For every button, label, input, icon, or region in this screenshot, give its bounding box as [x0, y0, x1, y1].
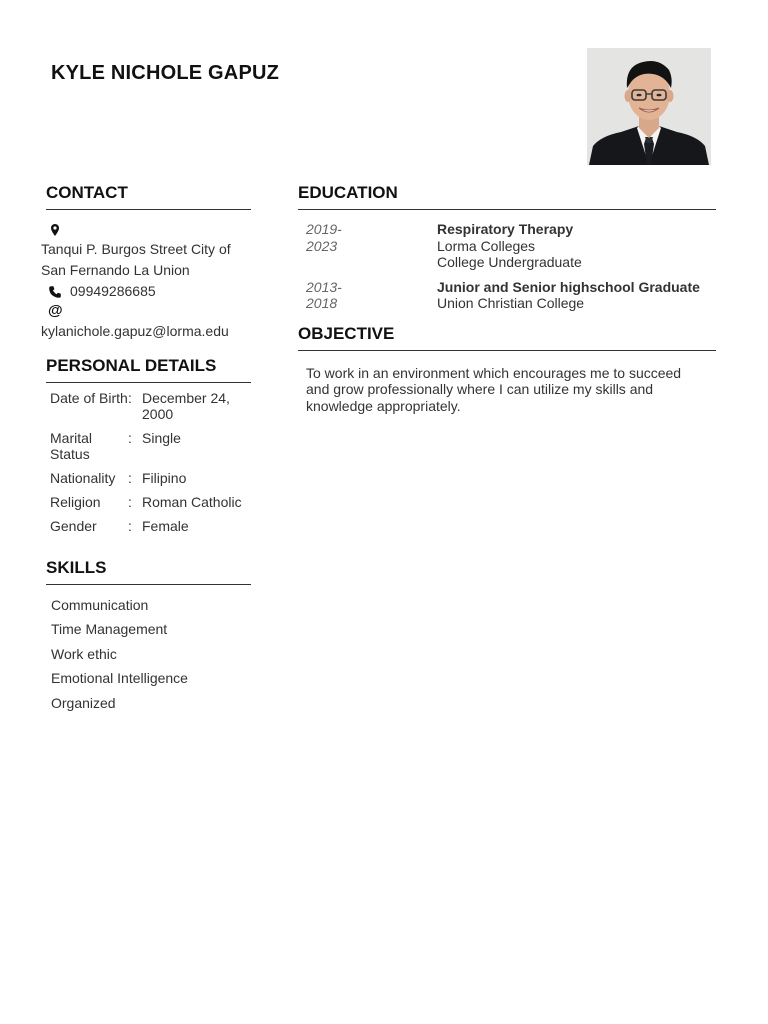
personal-row	[46, 470, 251, 494]
skill-item: Work ethic	[51, 645, 117, 662]
personal-row	[46, 390, 251, 430]
education-section	[298, 183, 716, 312]
personal-value: December 24, 2000	[142, 390, 230, 422]
personal-separator: :	[128, 390, 132, 406]
personal-value: Roman Catholic	[142, 494, 242, 510]
contact-address: Tanqui P. Burgos Street City of San Fernando La Union	[41, 241, 231, 278]
personal-label: Religion	[50, 494, 101, 510]
personal-details-heading: PERSONAL DETAILS	[46, 356, 251, 383]
contact-heading: CONTACT	[46, 183, 251, 210]
education-degree: Junior and Senior highschool Graduate	[437, 278, 700, 295]
personal-label: Date of Birth	[50, 390, 128, 406]
personal-separator: :	[128, 494, 132, 510]
objective-heading: OBJECTIVE	[298, 324, 716, 351]
map-pin-icon	[48, 222, 62, 236]
education-level: College Undergraduate	[437, 254, 582, 270]
left-column	[41, 183, 253, 718]
personal-separator: :	[128, 430, 132, 446]
personal-row	[46, 494, 251, 518]
address-icon-row	[41, 219, 253, 239]
skills-heading: SKILLS	[46, 558, 251, 585]
education-years: 2013-2018	[306, 278, 342, 311]
skill-item: Communication	[51, 597, 149, 613]
contact-email[interactable]: kylanichole.gapuz@lorma.edu	[41, 323, 229, 339]
education-school: Lorma Colleges	[437, 237, 536, 254]
profile-photo	[587, 48, 711, 165]
skill-item: Time Management	[51, 621, 168, 638]
skill-item: Organized	[51, 694, 116, 711]
contact-section	[41, 183, 253, 342]
personal-label: Gender	[50, 518, 97, 534]
personal-label: Marital Status	[50, 430, 93, 462]
personal-separator: :	[128, 470, 132, 486]
phone-row	[41, 281, 253, 301]
skills-list	[51, 596, 253, 718]
right-column	[298, 183, 716, 414]
education-list	[298, 221, 716, 312]
personal-row	[46, 430, 251, 470]
contact-phone: 09949286685	[70, 282, 156, 299]
education-school: Union Christian College	[437, 295, 585, 311]
personal-label: Nationality	[50, 470, 116, 486]
email-icon-row	[41, 301, 253, 321]
objective-text: To work in an environment which encourages me to succeed and grow professionally where I can utilize my skills and knowledge appropriately.	[306, 364, 682, 414]
phone-icon	[48, 284, 62, 298]
objective-section	[298, 324, 716, 415]
education-years: 2019-2023	[306, 221, 342, 254]
personal-details-table	[46, 390, 251, 542]
personal-value: Female	[142, 518, 189, 534]
personal-row	[46, 518, 251, 542]
skill-item: Emotional Intelligence	[51, 670, 188, 687]
skills-section	[41, 558, 253, 718]
personal-value: Single	[142, 430, 181, 446]
education-entry	[298, 279, 716, 312]
education-heading: EDUCATION	[298, 183, 716, 210]
education-degree: Respiratory Therapy	[437, 221, 574, 237]
resume-name: KYLE NICHOLE GAPUZ	[51, 62, 280, 84]
personal-separator: :	[128, 518, 132, 534]
personal-details-section	[41, 356, 253, 542]
personal-value: Filipino	[142, 470, 187, 486]
at-icon: @	[48, 302, 63, 319]
education-entry	[298, 221, 716, 271]
